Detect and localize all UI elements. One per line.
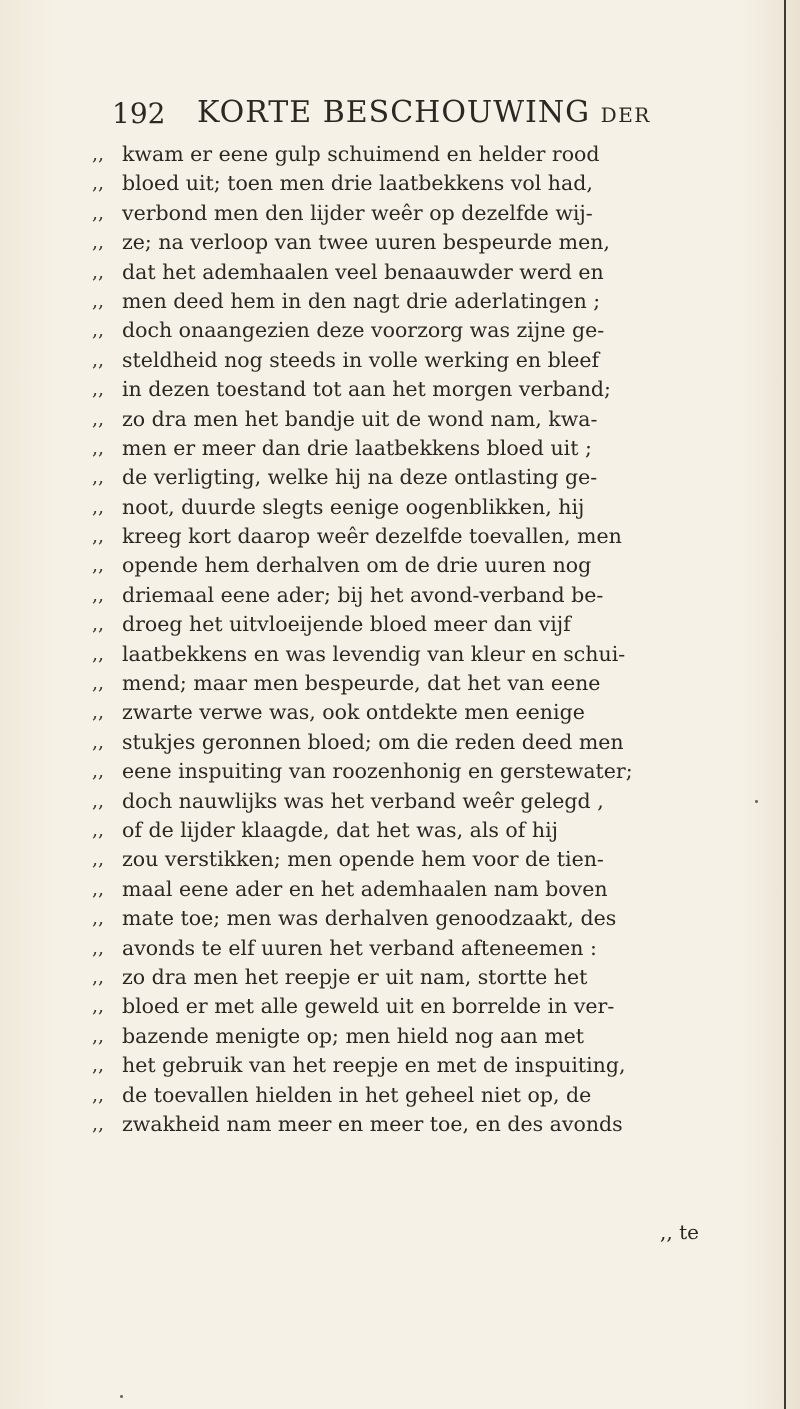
text-line [92,228,752,257]
quotation-mark: ,, [92,1083,105,1106]
line-text: zwakheid nam meer en meer toe, en des avonds [122,1111,623,1136]
text-line [92,199,752,228]
text-line [92,904,752,933]
line-text: kreeg kort daarop weêr dezelfde toevallen, men [122,524,622,549]
text-line [92,434,752,463]
quotation-mark: ,, [92,495,105,518]
quotation-mark: ,, [92,818,105,841]
text-line [92,728,752,757]
line-text: avonds te elf uuren het verband afteneemen : [122,935,597,960]
text-line [92,669,752,698]
text-line [92,787,752,816]
text-line [92,346,752,375]
line-text: ze; na verloop van twee uuren bespeurde men, [122,230,610,255]
line-text: laatbekkens en was levendig van kleur en schui- [122,641,626,666]
line-text: mate toe; men was derhalven genoodzaakt, des [122,906,617,931]
quotation-mark: ,, [92,730,105,753]
quotation-mark: ,, [92,877,105,900]
line-text: of de lijder klaagde, dat het was, als of hij [122,817,558,842]
line-text: droeg het uitvloeijende bloed meer dan vijf [122,612,571,637]
text-line [92,1022,752,1051]
text-line [92,610,752,639]
quotation-mark: ,, [92,378,105,401]
line-text: eene inspuiting van roozenhonig en gerstewater; [122,759,633,784]
quotation-mark: ,, [92,348,105,371]
text-line [92,551,752,580]
quotation-mark: ,, [92,319,105,342]
quotation-mark: ,, [92,407,105,430]
quotation-mark: ,, [92,965,105,988]
line-text: maal eene ader en het ademhaalen nam boven [122,876,608,901]
quotation-mark: ,, [92,172,105,195]
line-text: verbond men den lijder weêr op dezelfde wij- [122,200,593,225]
line-text: het gebruik van het reepje en met de inspuiting, [122,1053,626,1078]
line-text: noot, duurde slegts eenige oogenblikken, hij [122,494,585,519]
line-text: doch nauwlijks was het verband weêr gelegd , [122,788,604,813]
quotation-mark: ,, [92,848,105,871]
text-line [92,405,752,434]
text-line [92,169,752,198]
text-line [92,522,752,551]
quotation-mark: ,, [92,583,105,606]
quotation-mark: ,, [92,143,105,165]
text-line [92,493,752,522]
text-line [92,1110,752,1139]
text-line [92,698,752,727]
quotation-mark: ,, [92,701,105,724]
text-line [92,287,752,316]
quotation-mark: ,, [92,466,105,489]
line-text: bloed uit; toen men drie laatbekkens vol had, [122,171,593,196]
line-text: zo dra men het bandje uit de wond nam, kwa- [122,406,598,431]
text-line [92,1051,752,1080]
quotation-mark: ,, [92,907,105,930]
text-line [92,258,752,287]
paper-speck [755,800,758,803]
running-head-title: KORTE BESCHOUWING [197,95,591,130]
paper-speck [120,1395,123,1398]
text-line [92,816,752,845]
quotation-mark: ,, [92,760,105,783]
line-text: men er meer dan drie laatbekkens bloed uit ; [122,435,592,460]
quotation-mark: ,, [92,995,105,1018]
text-line [92,875,752,904]
line-text: in dezen toestand tot aan het morgen verband; [122,377,611,402]
running-head [197,95,651,130]
quotation-mark: ,, [92,201,105,224]
line-text: doch onaangezien deze voorzorg was zijne ge- [122,318,605,343]
page-header [112,95,732,135]
text-line [92,1081,752,1110]
quotation-mark: ,, [92,525,105,548]
line-text: kwam er eene gulp schuimend en helder rood [122,142,600,166]
line-text: steldheid nog steeds in volle werking en bleef [122,347,600,372]
line-text: zo dra men het reepje er uit nam, stortte het [122,964,588,989]
text-line [92,992,752,1021]
line-text: zwarte verwe was, ook ontdekte men eenige [122,700,585,725]
quotation-mark: ,, [92,613,105,636]
quotation-mark: ,, [92,436,105,459]
quotation-mark: ,, [92,1024,105,1047]
text-line [92,316,752,345]
line-text: opende hem derhalven om de drie uuren nog [122,553,592,578]
line-text: dat het ademhaalen veel benaauwder werd en [122,259,604,284]
quotation-mark: ,, [92,789,105,812]
line-text: bloed er met alle geweld uit en borrelde in ver- [122,994,615,1019]
body-text [92,140,752,1139]
quotation-mark: ,, [92,554,105,577]
line-text: mend; maar men bespeurde, dat het van eene [122,671,601,696]
line-text: bazende menigte op; men hield nog aan met [122,1023,585,1048]
text-line [92,581,752,610]
text-line [92,757,752,786]
quotation-mark: ,, [92,1054,105,1077]
quotation-mark: ,, [92,231,105,254]
page-edge-line [784,0,786,1409]
running-head-suffix: DER [600,103,651,127]
quotation-mark: ,, [92,260,105,283]
quotation-mark: ,, [92,672,105,695]
quotation-mark: ,, [92,289,105,312]
text-line [92,140,752,169]
catchword: ,, te [660,1220,699,1244]
line-text: de toevallen hielden in het geheel niet op, de [122,1082,592,1107]
line-text: men deed hem in den nagt drie aderlatingen ; [122,288,601,313]
quotation-mark: ,, [92,936,105,959]
text-line [92,934,752,963]
text-line [92,640,752,669]
page-number: 192 [112,97,166,130]
line-text: de verligting, welke hij na deze ontlasting ge- [122,465,598,490]
line-text: stukjes geronnen bloed; om die reden deed men [122,729,624,754]
quotation-mark: ,, [92,642,105,665]
line-text: zou verstikken; men opende hem voor de tien- [122,847,604,872]
text-line [92,845,752,874]
quotation-mark: ,, [92,1112,105,1135]
line-text: driemaal eene ader; bij het avond-verband be- [122,582,604,607]
text-line [92,375,752,404]
text-line [92,463,752,492]
text-line [92,963,752,992]
